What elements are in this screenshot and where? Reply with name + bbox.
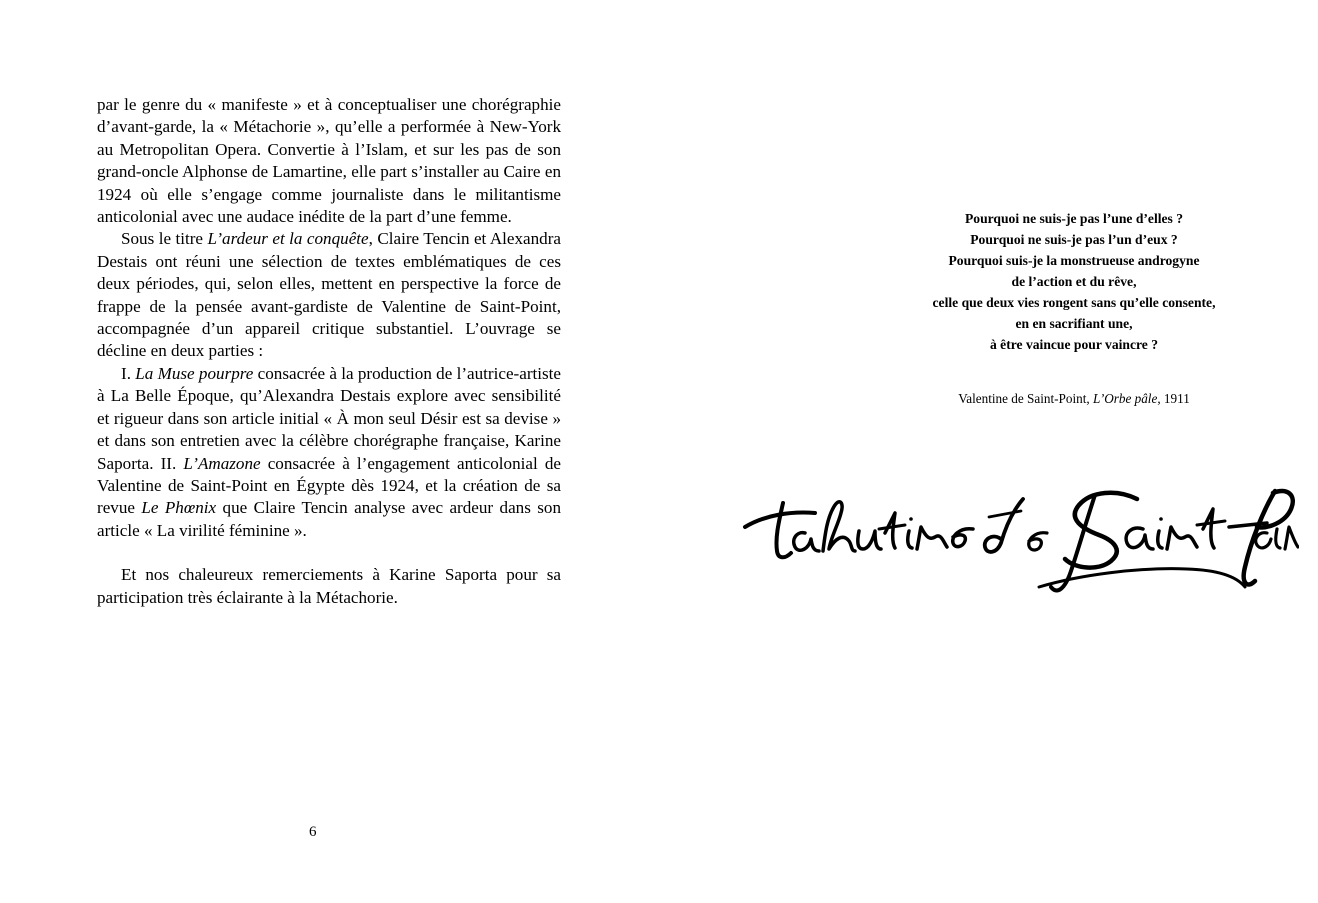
poem-line-2: Pourquoi ne suis-je pas l’un d’eux ? [970, 232, 1178, 247]
page-number: 6 [309, 824, 317, 840]
paragraph-2-run-3: , Claire Tencin et Alexandra Destais ont réuni une sélection de textes emblématiques de ces deux périodes, qui, selon elles, mettent en perspective la force de frappe de la pensée avant-gardiste de Valentine de Saint-Point, accompagnée d’un appareil critique substantiel. L’ouvrage se décline en deux parties : [97, 229, 562, 361]
poem-block [839, 208, 1309, 355]
poem-line-5: celle que deux vies rongent sans qu’elle consente, [932, 295, 1216, 310]
paragraph-1 [97, 94, 561, 228]
paragraph-2-run-1: Sous le titre [121, 229, 208, 249]
book-title-ardeur: L’ardeur et la conquête [207, 229, 369, 249]
paragraph-3-run-1: I. [121, 363, 136, 383]
poem-line-1: Pourquoi ne suis-je pas l’une d’elles ? [964, 211, 1184, 226]
paragraph-3-run-7: que Claire Tencin analyse avec ardeur dans son article « La virilité féminine ». [97, 498, 561, 540]
attribution-work: L’Orbe pâle [1092, 391, 1158, 406]
paragraph-3 [97, 363, 561, 542]
poem-line-6: en en sacrifiant une, [1015, 316, 1133, 331]
attribution-author: Valentine de Saint-Point, [958, 391, 1090, 406]
paragraph-3-run-3: consacrée à la production de l’autrice-artiste à La Belle Époque, qu’Alexandra Destais explore avec sensibilité et rigueur dans son article initial « À mon seul Désir est sa devise » et dans son entretien avec la célèbre chorégraphe française, Karine Saporta. II. [97, 363, 561, 473]
part-title-amazone: L’Amazone [183, 453, 261, 473]
paragraph-2 [97, 228, 561, 362]
body-text-column [97, 94, 561, 609]
right-page [659, 0, 1318, 903]
handwritten-signature [739, 455, 1299, 595]
poem-line-3: Pourquoi suis-je la monstrueuse androgyne [948, 253, 1200, 268]
paragraph-1-text: par le genre du « manifeste » et à conceptualiser une chorégraphie d’avant-garde, la « Métachorie », qu’elle a performée à New-York au Metropolitan Opera. Convertie à l’Islam, et sur les pas de son grand-oncle Alphonse de Lamartine, elle part s’installer au Caire en 1924 où elle s’engage comme journaliste dans le militantisme anticolonial avec une audace inédite de la part d’une femme. [97, 95, 561, 227]
poem-attribution [839, 390, 1309, 408]
attribution-year: , 1911 [1157, 391, 1190, 406]
part-title-muse-pourpre: La Muse pourpre [135, 363, 254, 383]
paragraph-4-text: Et nos chaleureux remerciements à Karine Saporta pour sa participation très éclairante à la Métachorie. [97, 565, 561, 607]
poem-line-4: de l’action et du rêve, [1011, 274, 1137, 289]
paragraph-4 [97, 564, 561, 609]
poem-line-7: à être vaincue pour vaincre ? [989, 337, 1159, 352]
paragraph-3-run-5: consacrée à l’engagement anticolonial de Valentine de Saint-Point en Égypte dès 1924, et la création de sa revue [97, 453, 561, 518]
review-title-phoenix: Le Phœnix [141, 498, 217, 518]
